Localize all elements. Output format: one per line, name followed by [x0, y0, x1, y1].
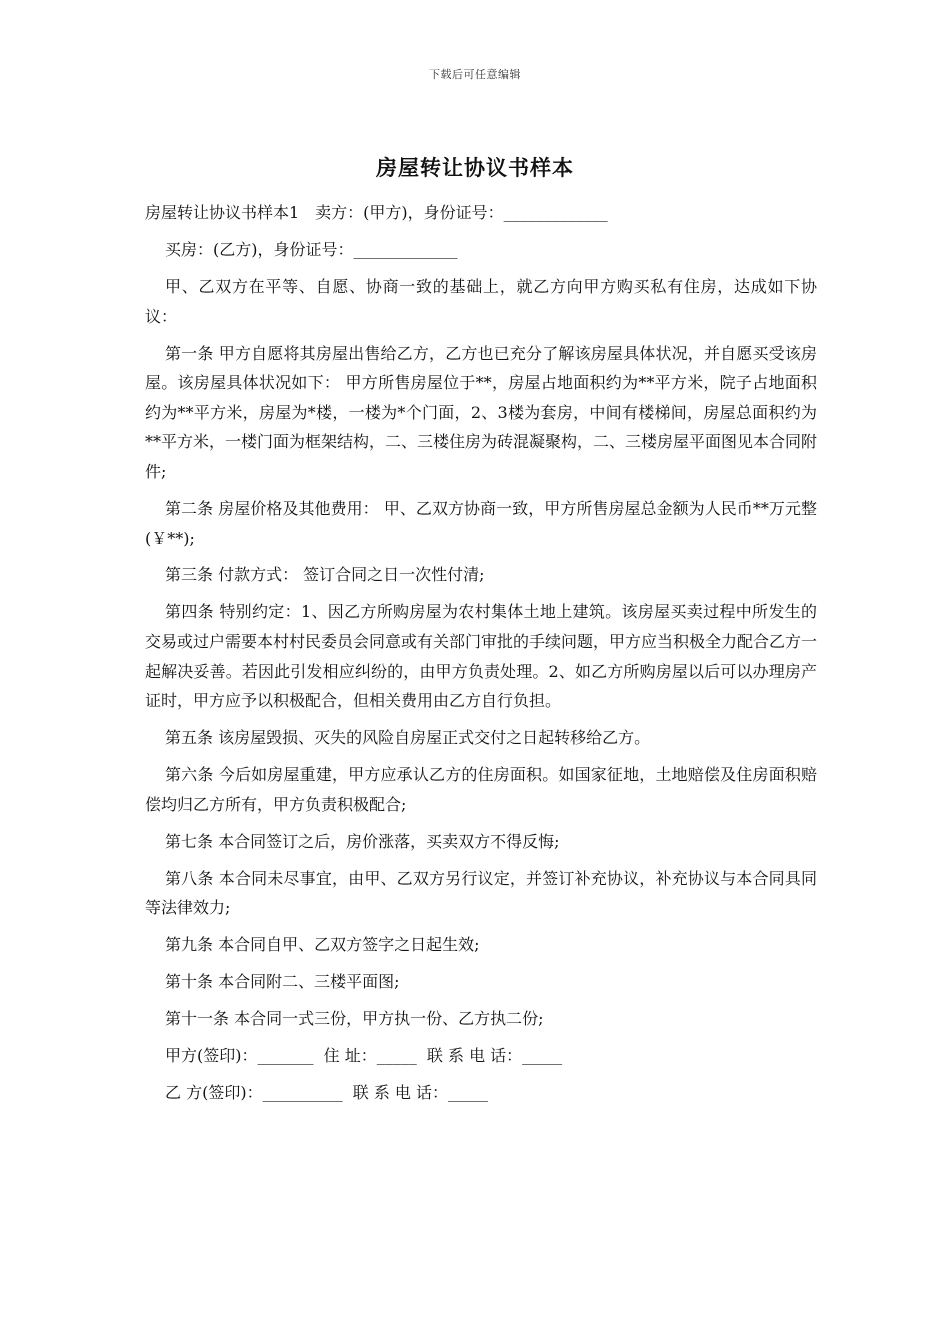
paragraph-preamble: 甲、乙双方在平等、自愿、协商一致的基础上，就乙方向甲方购买私有住房，达成如下协议：	[145, 276, 817, 326]
document-body	[145, 198, 817, 1115]
paragraph-article-5: 第五条 该房屋毁损、灭失的风险自房屋正式交付之日起转移给乙方。	[165, 728, 651, 748]
paragraph-article-4: 第四条 特别约定：1、因乙方所购房屋为农村集体土地上建筑。该房屋买卖过程中所发生的交易或过户需要本村村民委员会同意或有关部门审批的手续问题，甲方应当积极全力配合乙方一起解决妥善。若因此引发相应纠纷的，由甲方负责处理。2、如乙方所购房屋以后可以办理房产证时，甲方应予以积极配合，但相关费用由乙方自行负担。	[145, 602, 818, 711]
header-note: 下载后可任意编辑	[429, 68, 521, 81]
document-title: 房屋转让协议书样本	[376, 155, 574, 180]
paragraph-seller: 房屋转让协议书样本1 卖方：(甲方)，身份证号：_____________	[145, 203, 608, 222]
paragraph-article-7: 第七条 本合同签订之后，房价涨落，买卖双方不得反悔;	[165, 831, 560, 851]
paragraph-article-1: 第一条 甲方自愿将其房屋出售给乙方，乙方也已充分了解该房屋具体状况，并自愿买受该房屋。该房屋具体状况如下： 甲方所售房屋位于**，房屋占地面积约为**平方米，院子占地面积约为**平方米，房屋为*楼，一楼为*个门面，2、3楼为套房，中间有楼梯间，房屋总面积约为**平方米，一楼门面为框架结构，二、三楼住房为砖混凝聚构，二、三楼房屋平面图见本合同附件;	[145, 343, 818, 481]
paragraph-article-3: 第三条 付款方式： 签订合同之日一次性付清;	[165, 565, 485, 585]
paragraph-article-2: 第二条 房屋价格及其他费用： 甲、乙双方协商一致，甲方所售房屋总金额为人民币**万元整(￥**);	[145, 498, 817, 548]
signature-line-party-b: 乙 方(签印)：__________ 联 系 电 话：_____	[165, 1083, 489, 1103]
paragraph-article-11: 第十一条 本合同一式三份，甲方执一份、乙方执二份;	[165, 1009, 544, 1029]
paragraph-article-9: 第九条 本合同自甲、乙双方签字之日起生效;	[165, 935, 480, 955]
paragraph-buyer: 买房：(乙方)，身份证号：_____________	[165, 239, 458, 259]
signature-line-party-a: 甲方(签印)：_______ 住 址：_____ 联 系 电 话：_____	[165, 1046, 563, 1066]
paragraph-article-8: 第八条 本合同未尽事宜，由甲、乙双方另行议定，并签订补充协议，补充协议与本合同具同等法律效力;	[145, 868, 817, 918]
paragraph-article-10: 第十条 本合同附二、三楼平面图;	[165, 972, 400, 992]
paragraph-article-6: 第六条 今后如房屋重建，甲方应承认乙方的住房面积。如国家征地，土地赔偿及住房面积赔偿均归乙方所有，甲方负责积极配合;	[145, 765, 817, 814]
